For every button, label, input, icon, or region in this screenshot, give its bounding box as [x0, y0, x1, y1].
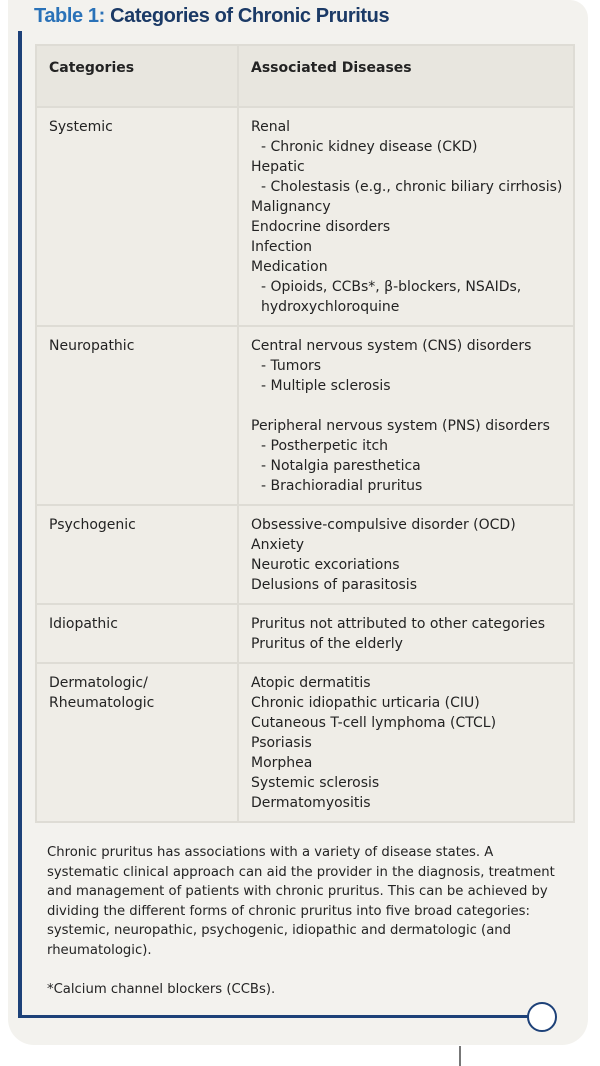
table-row-systemic	[36, 107, 574, 326]
disease-line: Pruritus not attributed to other categories	[251, 616, 545, 632]
disease-line: Atopic dermatitis	[251, 675, 371, 691]
disease-line: Pruritus of the elderly	[251, 636, 403, 652]
disease-line: - Notalgia paresthetica	[261, 458, 421, 474]
disease-line: Hepatic	[251, 159, 305, 175]
category-cell: Psychogenic	[36, 505, 238, 604]
category-cell: Neuropathic	[36, 326, 238, 505]
table-number: Table 1:	[34, 5, 105, 27]
line-spacer	[251, 396, 563, 416]
category-line: Rheumatologic	[49, 695, 155, 711]
diseases-cell	[238, 604, 574, 663]
disease-line: - Chronic kidney disease (CKD)	[261, 139, 478, 155]
disease-line: Morphea	[251, 755, 313, 771]
rule-end-circle-icon	[527, 1002, 557, 1032]
pruritus-categories-table	[35, 44, 575, 823]
table-title	[34, 5, 389, 28]
disease-line: hydroxychloroquine	[261, 299, 400, 315]
category-cell: Systemic	[36, 107, 238, 326]
diseases-cell	[238, 505, 574, 604]
disease-line: Chronic idiopathic urticaria (CIU)	[251, 695, 480, 711]
disease-line: - Cholestasis (e.g., chronic biliary cirrhosis)	[261, 179, 563, 195]
disease-line: Central nervous system (CNS) disorders	[251, 338, 532, 354]
disease-line: - Tumors	[261, 358, 322, 374]
disease-line: Anxiety	[251, 537, 305, 553]
disease-line: Obsessive-compulsive disorder (OCD)	[251, 517, 516, 533]
disease-line: Medication	[251, 259, 328, 275]
disease-line: Systemic sclerosis	[251, 775, 380, 791]
category-cell: Idiopathic	[36, 604, 238, 663]
table-row-psychogenic	[36, 505, 574, 604]
disease-line: Cutaneous T-cell lymphoma (CTCL)	[251, 715, 497, 731]
category-cell	[36, 663, 238, 822]
disease-line: Delusions of parasitosis	[251, 577, 417, 593]
disease-line: - Opioids, CCBs*, β-blockers, NSAIDs,	[261, 279, 522, 295]
left-accent-rule	[18, 31, 22, 1017]
disease-line: Malignancy	[251, 199, 331, 215]
table-title-text: Categories of Chronic Pruritus	[104, 5, 390, 27]
table-row-dermatologic	[36, 663, 574, 822]
disease-line: Psoriasis	[251, 735, 312, 751]
diseases-cell	[238, 326, 574, 505]
disease-line: Peripheral nervous system (PNS) disorders	[251, 418, 550, 434]
disease-line: - Postherpetic itch	[261, 438, 389, 454]
category-line: Dermatologic/	[49, 675, 148, 691]
header-categories: Categories	[36, 45, 238, 107]
diseases-cell	[238, 107, 574, 326]
table-footnote: *Calcium channel blockers (CCBs).	[47, 982, 276, 997]
diseases-cell	[238, 663, 574, 822]
disease-line: Infection	[251, 239, 313, 255]
disease-line: Neurotic excoriations	[251, 557, 400, 573]
disease-line: - Brachioradial pruritus	[261, 478, 423, 494]
disease-line: Dermatomyositis	[251, 795, 371, 811]
table-row-idiopathic	[36, 604, 574, 663]
disease-line: Renal	[251, 119, 291, 135]
disease-line: - Multiple sclerosis	[261, 378, 391, 394]
table-note: Chronic pruritus has associations with a variety of disease states. A systematic clinical approach can aid the provider in the diagnosis, treatment and management of patients with chronic pruritus. This can be achieved by dividing the different forms of chronic pruritus into five broad categories: systemic, neuropathic, psychogenic, idiopathic and dermatologic (and rheumatologic).	[47, 845, 555, 958]
bottom-accent-rule	[18, 1015, 531, 1018]
table-row-neuropathic	[36, 326, 574, 505]
table-header-row	[36, 45, 574, 107]
header-associated-diseases: Associated Diseases	[238, 45, 574, 107]
disease-line: Endocrine disorders	[251, 219, 391, 235]
page-tick-mark	[459, 1046, 461, 1066]
